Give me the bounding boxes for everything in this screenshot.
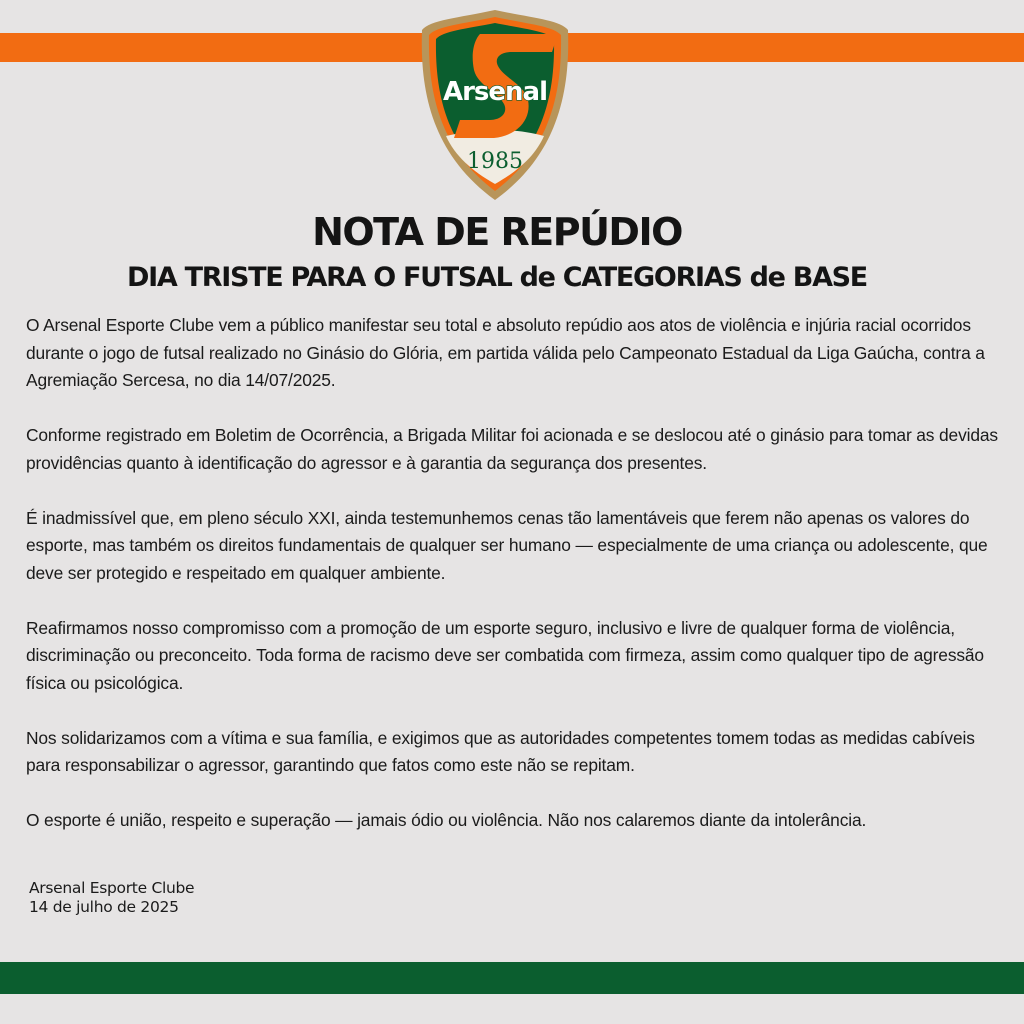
svg-text:1985: 1985 xyxy=(467,149,523,174)
signature-date: 14 de julho de 2025 xyxy=(29,898,179,916)
paragraph-2: Conforme registrado em Boletim de Ocorrência, a Brigada Militar foi acionada e se deslocou até o ginásio para tomar as devidas providências quanto à identificação do agressor e à garantia da segurança dos presentes. xyxy=(26,425,998,473)
paragraph-3: É inadmissível que, em pleno século XXI, ainda testemunhemos cenas tão lamentáveis que ferem não apenas os valores do esporte, mas também os direitos fundamentais de qualquer ser humano — especialmente de uma criança ou adolescente, que deve ser protegido e respeitado em qualquer ambiente. xyxy=(26,507,988,583)
svg-text:Arsenal: Arsenal xyxy=(442,77,548,107)
paragraph-6: O esporte é união, respeito e superação — jamais ódio ou violência. Não nos calaremos diante da intolerância. xyxy=(26,810,867,830)
arsenal-crest-logo xyxy=(420,8,570,202)
paragraph-1: O Arsenal Esporte Clube vem a público manifestar seu total e absoluto repúdio aos atos de violência e injúria racial ocorridos durante o jogo de futsal realizado no Ginásio do Glória, em partida válida pelo Campeonato Estadual da Liga Gaúcha, contra a Agremiação Sercesa, no dia 14/07/2025. xyxy=(26,315,985,390)
paragraph-5: Nos solidarizamos com a vítima e sua família, e exigimos que as autoridades competentes tomem todas as medidas cabíveis para responsabilizar o agressor, garantindo que fatos como este não se repitam. xyxy=(26,727,975,775)
page-title: NOTA DE REPÚDIO xyxy=(312,210,682,254)
green-bottom-stripe xyxy=(0,962,1024,994)
statement-body xyxy=(26,312,1006,862)
signature-club: Arsenal Esporte Clube xyxy=(29,879,195,897)
page-subtitle: DIA TRISTE PARA O FUTSAL de CATEGORIAS de BASE xyxy=(127,262,867,293)
paragraph-4: Reafirmamos nosso compromisso com a promoção de um esporte seguro, inclusivo e livre de qualquer forma de violência, discriminação ou preconceito. Toda forma de racismo deve ser combatida com firmeza, assim como qualquer tipo de agressão física ou psicológica. xyxy=(26,617,984,693)
signature-block xyxy=(29,879,194,917)
